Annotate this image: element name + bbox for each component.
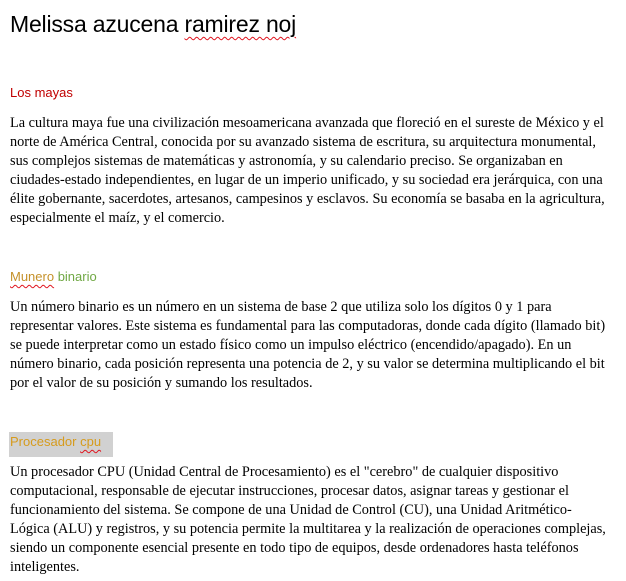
heading-binario-rest: binario bbox=[54, 269, 97, 284]
paragraph-numero-binario: Un número binario es un número en un sistema de base 2 que utiliza solo los dígitos 0 y 1 para representar valores. Este sistema es fundamental para las computadoras, donde cada dígito (llamado bit) se puede interpretar como un estado físico como un impulso eléctrico (encendido/apagado). En un número binario, cada posición representa una potencia de 2, y su valor se determina multiplicando el bit por el valor de su posición y sumando los resultados. bbox=[10, 299, 606, 392]
document-title bbox=[10, 11, 296, 38]
paragraph-procesador-cpu: Un procesador CPU (Unidad Central de Procesamiento) es el "cerebro" de cualquier dispositivo computacional, responsable de ejecutar instrucciones, procesar datos, asignar tareas y gestionar el funcionamiento del sistema. Se compone de una Unidad de Control (CU), una Unidad Aritmético-Lógica (ALU) y registros, y su potencia permite la multitarea y la realización de operaciones complejas, siendo un componente esencial presente en todo tipo de equipos, desde ordenadores hasta teléfonos inteligentes. bbox=[10, 464, 606, 576]
heading-binario-misspelled-text: Munero bbox=[10, 269, 55, 284]
heading-cpu-rest: Procesador bbox=[10, 434, 81, 449]
heading-procesador-cpu[interactable] bbox=[9, 432, 113, 457]
title-prefix: Melissa azucena bbox=[10, 11, 185, 37]
paragraph-los-mayas: La cultura maya fue una civilización mesoamericana avanzada que floreció en el sureste de México y el norte de América Central, conocida por su avanzado sistema de escritura, su arquitectura monumental, sus complejos sistemas de matemáticas y astronomía, y su calendario preciso. Se organizaban en ciudades-estado independientes, en lugar de un imperio unificado, y su sociedad era jerárquica, con una élite gobernante, sacerdotes, artesanos, campesinos y esclavos. Su economía se basaba en la agricultura, especialmente el maíz, y el comercio. bbox=[10, 115, 605, 227]
heading-los-mayas: Los mayas bbox=[10, 85, 73, 100]
heading-numero-binario bbox=[10, 269, 97, 284]
title-misspelled-text: ramirez noj bbox=[184, 11, 297, 37]
heading-cpu-misspelled-text: cpu bbox=[80, 434, 102, 449]
